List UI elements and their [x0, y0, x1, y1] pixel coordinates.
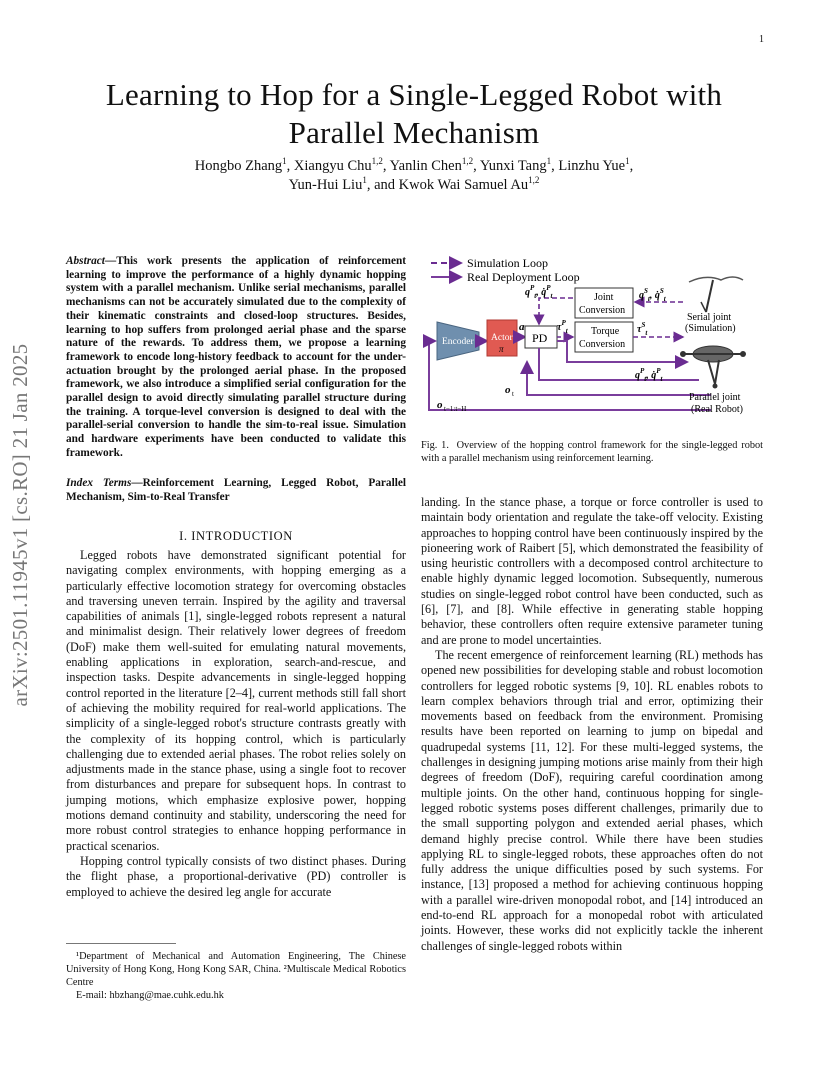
author-name: Linzhu Yue	[558, 158, 626, 174]
actor-pi: π	[499, 344, 504, 354]
author-affiliation: 1	[282, 156, 287, 167]
author-separator: ,	[629, 158, 634, 174]
index-terms-label: Index Terms	[66, 477, 132, 489]
serial-joint-label-1: Serial joint	[687, 312, 732, 323]
index-terms-text: —Reinforcement Learning, Legged Robot, Parallel Mechanism, Sim-to-Real Transfer	[66, 477, 406, 503]
author-affiliation: 1	[546, 156, 552, 167]
author-name: Yun-Hui Liu	[288, 177, 363, 193]
joint-conversion-label-1: Joint	[594, 292, 614, 303]
author-separator: , and	[366, 177, 399, 193]
sim-feedback-line	[539, 298, 573, 324]
obs-symbol: o	[505, 384, 511, 396]
author-name: Xiangyu Chu	[293, 158, 372, 174]
abstract	[66, 255, 406, 461]
tau-s-label: $\tau^S_t$	[637, 321, 648, 337]
index-terms	[66, 477, 406, 504]
footnote-affiliations: ¹Department of Mechanical and Automation Engineering, The Chinese University of Hong Kong, Hong Kong SAR, China. ²Multiscale Medical Robotics Centre	[66, 951, 406, 988]
legend-real-label: Real Deployment Loop	[467, 270, 580, 284]
actor-label: Actor	[491, 333, 513, 343]
serial-joint-label-2: (Simulation)	[685, 323, 736, 334]
encoder-label: Encoder	[442, 337, 474, 347]
abstract-text: —This work presents the application of reinforcement learning to improve the performance of a highly dynamic hopping system with a parallel mechanism. Unlike serial mechanisms, parallel mechanisms can not be accurately simulated due to the complexity of their kinematic constraints and closed-loop structures. Besides, learning to hop suffers from prolonged aerial phase and the sparse nature of the rewards. To address them, we propose a learning framework to encode long-history feedback to account for the under-actuation brought by the prolonged aerial phase. In the proposed framework, we also introduce a simplified serial configuration for the parallel design to avoid directly simulating parallel structure during the training. A torque-level conversion is designed to deal with the parallel-serial conversion to handle the sim-to-real issue. Simulation and hardware experiments have been conducted to validate this framework.	[66, 255, 406, 459]
parallel-joint-label-2: (Real Robot)	[691, 404, 743, 415]
author-separator: ,	[286, 158, 294, 174]
page-number: 1	[759, 34, 764, 45]
obs-subscript: t	[512, 390, 514, 398]
author-name: Kwok Wai Samuel Au	[398, 177, 529, 193]
parallel-joint-label-1: Parallel joint	[689, 392, 741, 403]
figure-caption	[421, 439, 763, 465]
right-column-body	[421, 495, 763, 954]
observation-line	[527, 362, 711, 395]
abstract-label: Abstract	[66, 255, 105, 267]
q-s-label: $q^S_t$, q̇$^S_t$	[639, 287, 666, 303]
author-name: Yanlin Chen	[389, 158, 462, 174]
paper-title	[0, 76, 828, 152]
title-line-1: Learning to Hop for a Single-Legged Robot with	[105, 77, 723, 112]
footnote-email: E-mail: hbzhang@mae.cuhk.edu.hk	[76, 990, 224, 1001]
author-name: Yunxi Tang	[479, 158, 547, 174]
torque-conversion-label-2: Conversion	[579, 339, 626, 350]
footnote	[66, 950, 406, 1002]
joint-conversion-label-2: Conversion	[579, 305, 626, 316]
framework-figure	[421, 250, 763, 430]
author-name: Hongbo Zhang	[194, 158, 283, 174]
section-heading: I. INTRODUCTION	[179, 529, 293, 543]
caption-label: Fig. 1.	[421, 440, 449, 451]
author-line-2	[0, 176, 828, 195]
author-affiliation: 1,2	[461, 156, 474, 167]
author-separator: ,	[382, 158, 390, 174]
paragraph: Legged robots have demonstrated significant potential for navigating complex environments, with hopping emerging as a particularly effective locomotion strategy for overcoming obstacles and traversing uneven terrain. Inspired by the agility and traversal capabilities of animals [1], single-legged robots represent a natural and minimalist design. Their relatively lower degrees of freedom (DoF) make them well-suited for emulating natural movements, enabling applications in exploration, search-and-rescue, and inspection tasks. Despite advancements in single-legged hopping control reported in the literature [2–4], current methods still fall short of achieving the mobility required for real-world applications. The simplicity of a single-legged robot's structure contrasts greatly with the complexity of its hopping control, which is particularly challenging due to extended aerial phases. The robot relies solely on adjustments made in the stance phase, using a single foot to recover from disturbances and prepare for subsequent hops. In contrast to jumping motions, which emphasize explosive power, hopping motions demand continuity and stability, underscoring the need for more robust control strategies to enhance hopping performance in practical scenarios.	[66, 548, 406, 853]
q-p-bottom-label: $q^P_t$, q̇$^P_t$	[635, 367, 663, 383]
title-line-2: Parallel Mechanism	[288, 115, 540, 150]
caption-text: Overview of the hopping control framework for the single-legged robot with a parallel mechanism using reinforcement learning.	[421, 440, 763, 464]
author-separator: ,	[473, 158, 480, 174]
footnote-divider	[66, 943, 176, 944]
legend-sim-label: Simulation Loop	[467, 256, 548, 270]
author-line-1	[0, 157, 828, 176]
paragraph: Hopping control typically consists of two distinct phases. During the flight phase, a proportional-derivative (PD) controller is employed to achieve the desired leg angle for accurate	[66, 853, 406, 899]
action-symbol: a	[519, 321, 525, 333]
history-subscript: t−1:t−H	[444, 405, 467, 413]
author-affiliation: 1	[625, 156, 630, 167]
torque-conversion-label-1: Torque	[591, 326, 620, 337]
author-affiliation: 1,2	[528, 175, 540, 186]
real-loop-bottom	[539, 348, 699, 380]
arxiv-stamp: arXiv:2501.11945v1 [cs.RO] 21 Jan 2025	[8, 343, 32, 707]
q-label-top: $q^P_t$, q̇$^P_t$	[525, 284, 553, 300]
paragraph: The recent emergence of reinforcement learning (RL) methods has opened new possibilities for developing stable and robust locomotion controllers for legged robotic systems [9, 10]. RL enables robots to learn complex behaviors through trial and error, optimizing their movements based on feedback from the environment. Promising results have been reported on learning to jump on bipedal and quadrupedal systems [11, 12]. For these multi-legged systems, the challenges in designing jumping motions arise mainly from their high degrees of freedom (DoF), requiring careful coordination among multiple joints. On the other hand, continuous hopping for single-legged robotic systems poses different challenges, primarily due to the small supporting polygon and extended aerial phases, which demand highly precise control. While there have been studies applying RL to single-legged robots, these approaches often do not fully address the unique difficulties posed by such systems. For instance, [13] proposed a method for achieving continuous hopping with a parallel wire-driven monopodal robot, and [14] introduced an end-to-end RL approach for a monopedal robot with articulated joints. However, these works did not explicitly tackle the inherent challenges of single-legged robots within	[421, 647, 763, 953]
author-separator: ,	[551, 158, 559, 174]
author-affiliation: 1,2	[371, 156, 383, 167]
left-column-body	[66, 548, 406, 900]
author-list	[0, 157, 828, 195]
paragraph: landing. In the stance phase, a torque or force controller is used to maintain body orientation and regulate the take-off velocity. Existing approaches to hopping control have been continuously inspired by the pioneering work of Raibert [5], which demonstrated the feasibility of using heuristic controllers with a decomposed control architecture to enable highly dynamic legged locomotion. Subsequently, numerous studies on single-legged robot control have been conducted, such as [6], [7], and [8]. While effective in generating stable hopping behavior, these controllers often require extensive parameter tuning and are prone to model uncertainties.	[421, 495, 763, 647]
pd-label: PD	[532, 331, 548, 345]
tau-p-label: $\tau^P_t$	[557, 319, 568, 335]
history-symbol: o	[437, 399, 443, 411]
author-affiliation: 1	[362, 175, 367, 186]
